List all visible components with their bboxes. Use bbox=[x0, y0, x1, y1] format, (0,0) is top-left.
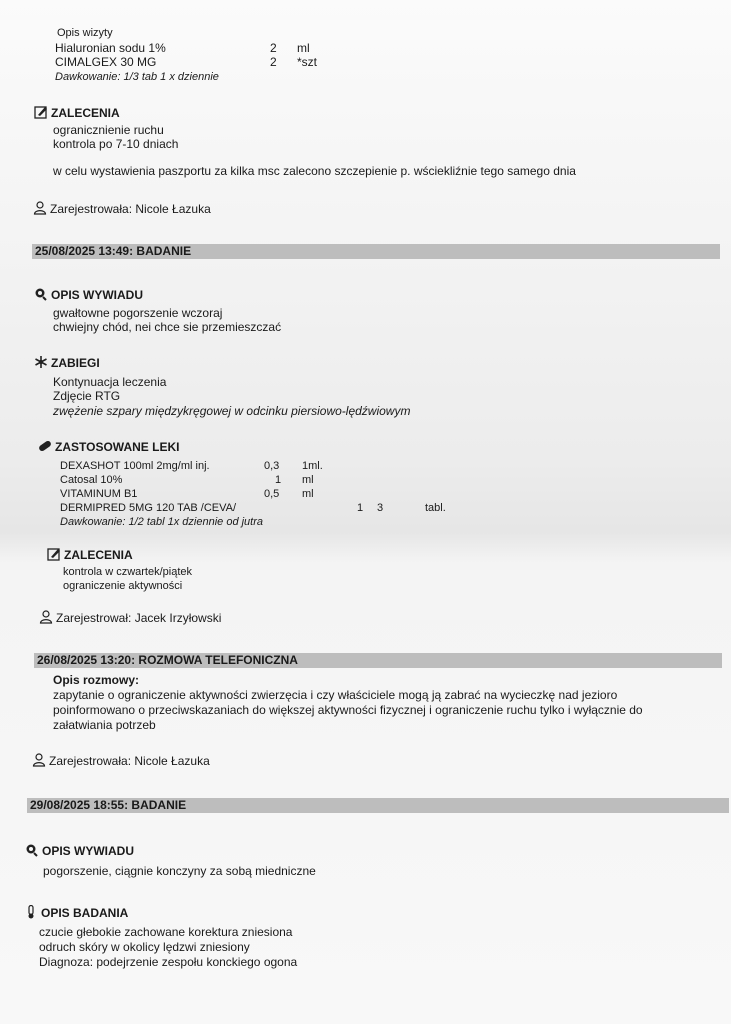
drug-name: VITAMINUM B1 bbox=[60, 488, 138, 500]
drug-unit: 1ml. bbox=[302, 460, 323, 472]
interview-line: pogorszenie, ciągnie konczyny za sobą miedniczne bbox=[43, 864, 316, 878]
interview-line: chwiejny chód, nei chce sie przemieszczać bbox=[53, 320, 282, 334]
examination-line: odruch skóry w okolicy lędzwi zniesiony bbox=[39, 940, 250, 954]
interview-line: gwałtowne pogorszenie wczoraj bbox=[53, 306, 223, 320]
drug-unit: tabl. bbox=[425, 502, 446, 514]
diagnosis-line: Diagnoza: podejrzenie zespołu konckiego ogona bbox=[39, 955, 298, 969]
examination-heading: OPIS BADANIA bbox=[24, 905, 128, 920]
section-header: 29/08/2025 18:55: BADANIE bbox=[27, 798, 729, 813]
user-icon bbox=[32, 753, 46, 767]
procedure-line: Zdjęcie RTG bbox=[53, 389, 121, 403]
conversation-line: poinformowano o przeciwskazaniach do większej aktywności fizycznej i ograniczenie ruchu tylko i wyłącznie do bbox=[53, 703, 643, 717]
drug-qty: 1 bbox=[275, 474, 282, 486]
drug-extra: 3 bbox=[377, 502, 384, 514]
recommendation-line: kontrola w czwartek/piątek bbox=[63, 566, 192, 578]
recommendations-heading: ZALECENIA bbox=[34, 105, 120, 120]
med-name: Hialuronian sodu 1% bbox=[55, 41, 166, 55]
examination-line: czucie głebokie zachowane korektura zniesiona bbox=[39, 925, 293, 939]
pencil-note-icon bbox=[34, 105, 48, 119]
section-header: 26/08/2025 13:20: ROZMOWA TELEFONICZNA bbox=[34, 653, 722, 668]
med-qty: 2 bbox=[270, 55, 277, 69]
conversation-line: załatwiania potrzeb bbox=[53, 718, 156, 732]
conversation-line: zapytanie o ograniczenie aktywności zwierzęcia i czy właściciele mogą ją zabrać na wycieczkę nad jezioro bbox=[53, 688, 618, 702]
pill-icon bbox=[38, 439, 52, 453]
procedure-note: zwężenie szpary międzykręgowej w odcinku piersiowo-lędźwiowym bbox=[53, 404, 411, 418]
interview-heading: OPIS WYWIADU bbox=[34, 287, 143, 302]
asterisk-icon bbox=[34, 355, 48, 369]
drug-name: DERMIPRED 5MG 120 TAB /CEVA/ bbox=[60, 502, 237, 514]
med-qty: 2 bbox=[270, 41, 277, 55]
medications-heading: ZASTOSOWANE LEKI bbox=[38, 439, 179, 454]
stethoscope-icon bbox=[34, 287, 48, 301]
drug-qty: 1 bbox=[357, 502, 364, 514]
thermometer-icon bbox=[24, 905, 38, 919]
section-header: 25/08/2025 13:49: BADANIE bbox=[32, 244, 720, 259]
registered-by: Zarejestrował: Jacek Irzyłowski bbox=[39, 610, 221, 626]
procedures-heading: ZABIEGI bbox=[34, 355, 100, 370]
drug-name: Catosal 10% bbox=[60, 474, 123, 486]
recommendations-heading: ZALECENIA bbox=[47, 547, 133, 562]
user-icon bbox=[39, 610, 53, 624]
note-text: w celu wystawienia paszportu za kilka msc zalecono szczepienie p. wściekliźnie tego samego dnia bbox=[53, 164, 576, 178]
interview-heading: OPIS WYWIADU bbox=[25, 843, 134, 858]
visit-description-title: Opis wizyty bbox=[57, 27, 113, 39]
med-unit: ml bbox=[297, 41, 310, 55]
dosage-text: Dawkowanie: 1/2 tabl 1x dziennie od jutra bbox=[60, 516, 264, 528]
drug-unit: ml bbox=[302, 474, 314, 486]
stethoscope-icon bbox=[25, 843, 39, 857]
user-icon bbox=[33, 201, 47, 215]
med-unit: *szt bbox=[297, 55, 318, 69]
recommendation-line: ogranicznienie ruchu bbox=[53, 123, 164, 137]
drug-name: DEXASHOT 100ml 2mg/ml inj. bbox=[60, 460, 210, 472]
drug-unit: ml bbox=[302, 488, 314, 500]
dosage-text: Dawkowanie: 1/3 tab 1 x dziennie bbox=[55, 71, 219, 83]
drug-qty: 0,5 bbox=[264, 488, 280, 500]
conversation-heading: Opis rozmowy: bbox=[53, 673, 140, 687]
drug-qty: 0,3 bbox=[264, 460, 280, 472]
registered-by: Zarejestrowała: Nicole Łazuka bbox=[33, 201, 211, 217]
pencil-note-icon bbox=[47, 547, 61, 561]
med-name: CIMALGEX 30 MG bbox=[55, 55, 157, 69]
procedure-line: Kontynuacja leczenia bbox=[53, 375, 167, 389]
registered-by: Zarejestrowała: Nicole Łazuka bbox=[32, 753, 210, 769]
recommendation-line: ograniczenie aktywności bbox=[63, 580, 183, 592]
recommendation-line: kontrola po 7-10 dniach bbox=[53, 137, 179, 151]
